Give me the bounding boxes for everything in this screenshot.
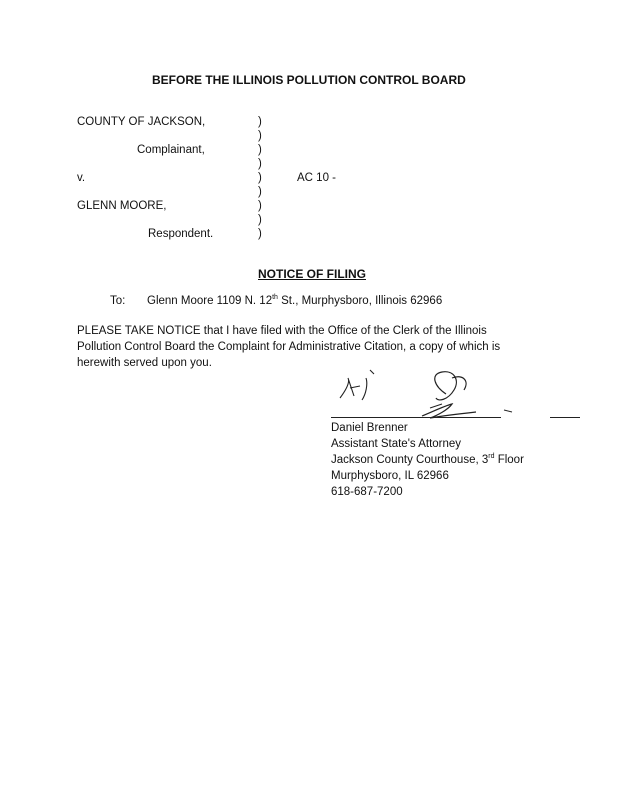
caption-paren: ) xyxy=(258,186,262,198)
to-address-ordinal: th xyxy=(272,294,278,301)
caption-paren: ) xyxy=(258,172,262,184)
caption-paren: ) xyxy=(258,130,262,142)
to-label: To: xyxy=(110,295,126,307)
caption-paren: ) xyxy=(258,200,262,212)
case-number: AC 10 - xyxy=(297,172,336,184)
respondent-name: GLENN MOORE, xyxy=(77,200,167,212)
caption-paren: ) xyxy=(258,214,262,226)
caption-paren: ) xyxy=(258,144,262,156)
signature-line xyxy=(331,417,501,418)
complainant-name: COUNTY OF JACKSON, xyxy=(77,116,206,128)
to-address xyxy=(147,295,442,307)
versus: v. xyxy=(77,172,86,184)
signer-title: Assistant State's Attorney xyxy=(331,438,462,450)
to-address-rest: St., Murphysboro, Illinois 62966 xyxy=(277,295,443,307)
notice-title: NOTICE OF FILING xyxy=(258,267,366,281)
signer-phone: 618-687-7200 xyxy=(331,486,403,498)
signer-address-rest: Floor xyxy=(494,454,524,466)
signer-address-line1 xyxy=(331,454,524,466)
complainant-role: Complainant, xyxy=(137,144,205,156)
notice-body: PLEASE TAKE NOTICE that I have filed with the Office of the Clerk of the Illinois Pollution Control Board the Complaint for Administrative Citation, a copy of which is herewith served upon you. xyxy=(77,325,501,369)
document-heading: BEFORE THE ILLINOIS POLLUTION CONTROL BOARD xyxy=(152,73,466,87)
caption-paren: ) xyxy=(258,158,262,170)
caption-paren: ) xyxy=(258,116,262,128)
signature-line-tail xyxy=(550,417,580,418)
to-address-main: Glenn Moore 1109 N. 12 xyxy=(147,295,273,307)
signature-image xyxy=(326,360,586,430)
signer-address-main: Jackson County Courthouse, 3 xyxy=(331,454,489,466)
signer-address-ordinal: rd xyxy=(488,453,495,460)
respondent-role: Respondent. xyxy=(148,228,214,240)
caption-paren: ) xyxy=(258,228,262,240)
signer-name: Daniel Brenner xyxy=(331,422,408,434)
signer-address-line2: Murphysboro, IL 62966 xyxy=(331,470,449,482)
